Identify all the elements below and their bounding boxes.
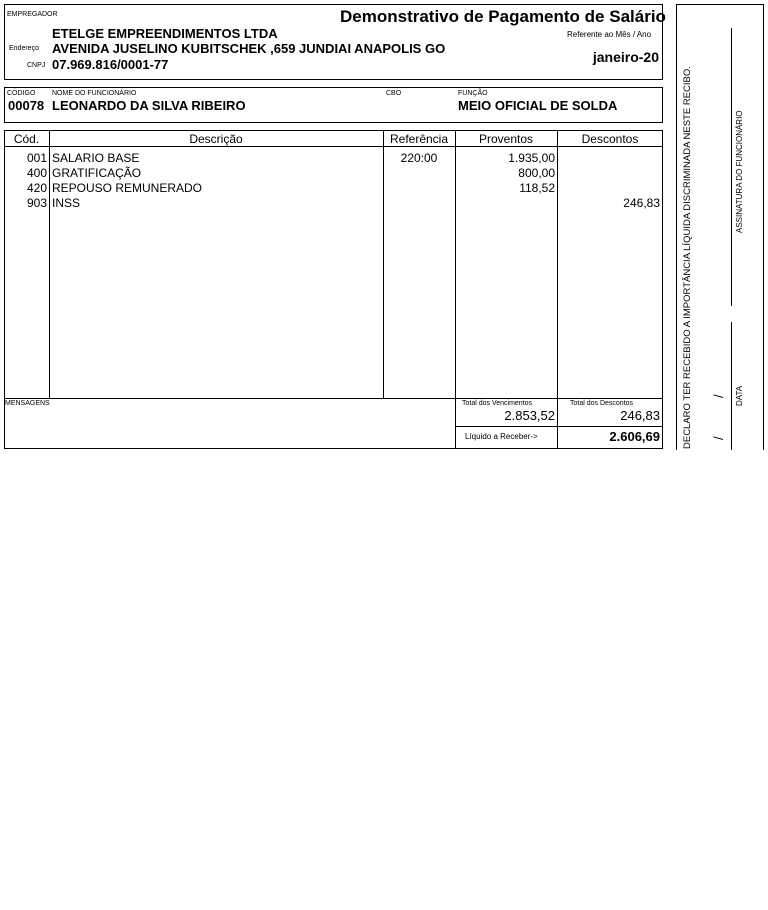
signature-line <box>731 28 732 306</box>
item-description: GRATIFICAÇÃO <box>52 166 142 180</box>
code-label: CÓDIGO <box>7 90 36 97</box>
item-reference: 220:00 <box>400 151 438 165</box>
company-name: ETELGE EMPREENDIMENTOS LTDA <box>52 26 278 41</box>
col-header-earnings: Proventos <box>478 132 534 146</box>
table-header-divider <box>4 146 663 147</box>
receipt-declaration: DECLARO TER RECEBIDO A IMPORTÂNCIA LÍQUIDA DISCRIMINADA NESTE RECIBO. <box>682 66 693 449</box>
col-header-code: Cód. <box>13 132 40 146</box>
cbo-label: CBO <box>386 90 402 97</box>
item-description: REPOUSO REMUNERADO <box>52 181 203 195</box>
cnpj-label: CNPJ <box>27 62 46 69</box>
employee-role: MEIO OFICIAL DE SOLDA <box>458 98 618 113</box>
document-title: Demonstrativo de Pagamento de Salário <box>340 7 666 26</box>
net-divider <box>455 426 663 427</box>
item-code: 903 <box>26 196 47 210</box>
totals-divider <box>4 398 663 399</box>
item-deductions: 246,83 <box>623 196 660 210</box>
company-address: AVENIDA JUSELINO KUBITSCHEK ,659 JUNDIAI ANAPOLIS GO <box>52 41 446 56</box>
date-separator: / <box>711 436 726 440</box>
col-header-reference: Referência <box>389 132 449 146</box>
item-code: 420 <box>26 181 47 195</box>
total-deductions-value: 246,83 <box>620 408 660 423</box>
col-divider-earnings <box>557 130 558 449</box>
employee-code: 00078 <box>8 98 45 113</box>
total-earnings-label: Total dos Vencimentos <box>462 400 533 407</box>
employee-name: LEONARDO DA SILVA RIBEIRO <box>52 98 246 113</box>
reference-label: Referente ao Mês / Ano <box>567 30 652 39</box>
net-pay-value: 2.606,69 <box>609 429 660 444</box>
signature-label: ASSINATURA DO FUNCIONÁRIO <box>735 110 744 233</box>
address-label: Endereço <box>9 45 39 52</box>
date-label: DATA <box>735 385 744 406</box>
item-code: 400 <box>26 166 47 180</box>
role-label: FUNÇÃO <box>458 90 488 97</box>
total-deductions-label: Total dos Descontos <box>570 400 634 407</box>
company-cnpj: 07.969.816/0001-77 <box>52 57 169 72</box>
date-separator: / <box>711 394 726 398</box>
total-earnings-value: 2.853,52 <box>504 408 555 423</box>
col-divider-code <box>49 130 50 399</box>
col-header-description: Descrição <box>189 132 243 146</box>
item-earnings: 800,00 <box>518 166 555 180</box>
item-earnings: 1.935,00 <box>508 151 555 165</box>
net-pay-label: Líquido a Receber-> <box>465 432 538 441</box>
item-description: INSS <box>52 196 81 210</box>
reference-month: janeiro-20 <box>592 49 659 65</box>
item-code: 001 <box>26 151 47 165</box>
date-line <box>731 322 732 450</box>
employee-name-label: NOME DO FUNCIONÁRIO <box>52 90 137 97</box>
employer-label: EMPREGADOR <box>7 11 58 18</box>
messages-label: MENSAGENS <box>5 400 50 407</box>
col-header-deductions: Descontos <box>581 132 639 146</box>
item-earnings: 118,52 <box>519 181 555 195</box>
item-description: SALARIO BASE <box>52 151 140 165</box>
col-divider-description <box>383 130 384 399</box>
